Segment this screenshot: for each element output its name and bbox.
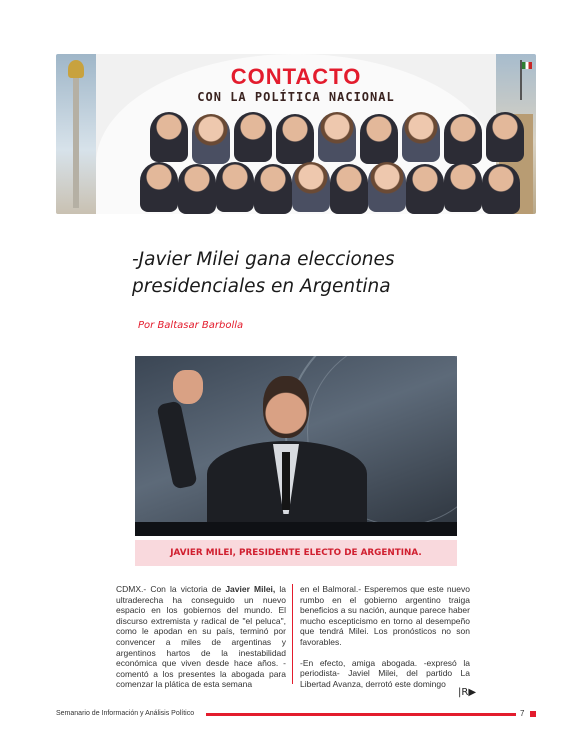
paragraph: en el Balmoral.- Esperemos que este nuevo rumbo en el gobierno argentino traiga beneficios a su nación, aunque parece haber mucho escepticismo en torno al desempeño que tendrá Milei. Los pronósticos no son favorables.	[300, 584, 470, 647]
portrait	[486, 112, 524, 162]
portrait	[292, 162, 330, 212]
article-title: -Javier Milei gana elecciones presidenciales en Argentina	[132, 249, 395, 297]
podium	[135, 522, 457, 536]
page-marker-square	[530, 711, 536, 717]
portrait	[150, 112, 188, 162]
angel-statue-icon	[68, 60, 84, 78]
mexico-flag-icon	[522, 62, 532, 69]
portrait	[444, 114, 482, 164]
publication-name: Semanario de Información y Análisis Político	[56, 710, 195, 717]
portrait	[406, 164, 444, 214]
brand-logo: CONTACTO	[230, 64, 362, 89]
portrait	[402, 112, 440, 162]
portrait	[276, 114, 314, 164]
portrait	[192, 114, 230, 164]
banner-arch	[96, 54, 496, 214]
text-run: CDMX.- Con la victoria de	[116, 584, 226, 594]
paragraph	[116, 584, 286, 690]
portrait	[178, 164, 216, 214]
portrait	[368, 162, 406, 212]
footer-rule	[206, 713, 516, 716]
portrait	[234, 112, 272, 162]
photo-caption: JAVIER MILEI, PRESIDENTE ELECTO DE ARGENTINA.	[135, 540, 457, 566]
portrait	[482, 164, 520, 214]
article-byline: Por Baltasar Barbolla	[138, 320, 244, 331]
person-head	[263, 376, 309, 438]
politicians-collage	[140, 112, 532, 214]
column-divider	[292, 584, 293, 684]
paragraph: -En efecto, amiga abogada. -expresó la periodista- Javiel Milei, del partido La Libertad Avanza, derrotó este domingo	[300, 657, 470, 689]
page-number: 7	[520, 709, 525, 718]
brand-tagline: CON LA POLÍTICA NACIONAL	[197, 90, 395, 104]
portrait	[330, 164, 368, 214]
portrait	[254, 164, 292, 214]
portrait	[216, 162, 254, 212]
article-column-2	[300, 584, 470, 699]
header-banner	[56, 54, 536, 214]
bold-name: Javier Milei,	[225, 584, 276, 594]
angel-monument-photo	[56, 54, 96, 214]
portrait	[140, 162, 178, 212]
article-photo	[135, 356, 457, 536]
continue-marker: |R▶	[458, 687, 477, 698]
person-tie	[282, 452, 290, 510]
text-run: la ultraderecha ha conseguido un nuevo espacio en los gobiernos del mundo. El discurso extremista y radical de "el peluca", como le apodan en su país, terminó por convencer a miles de argentinas y argentinos hartos de la inestabilidad económica que viven desde hace años. -comentó a los presentes la abogada para comenzar la plática de esta semana	[116, 584, 286, 690]
raised-arm	[156, 400, 197, 489]
portrait	[318, 112, 356, 162]
article-column-1	[116, 584, 286, 700]
waving-hand	[173, 370, 203, 404]
portrait	[360, 114, 398, 164]
portrait	[444, 162, 482, 212]
monument-column	[73, 78, 79, 208]
